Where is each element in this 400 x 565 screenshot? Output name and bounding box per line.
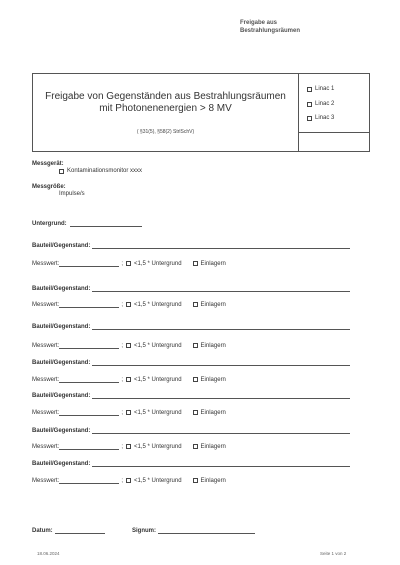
below-threshold-option[interactable] <box>126 410 182 416</box>
below-threshold-label: <1,5 * Untergrund <box>134 477 182 484</box>
below-threshold-checkbox[interactable] <box>126 302 131 307</box>
untergrund-field[interactable] <box>70 220 142 227</box>
separator: ; <box>121 376 124 383</box>
part-row <box>32 460 350 467</box>
untergrund-label: Untergrund: <box>32 221 67 227</box>
below-threshold-checkbox[interactable] <box>126 261 131 266</box>
separator: ; <box>121 260 124 267</box>
below-threshold-checkbox[interactable] <box>126 478 131 483</box>
store-checkbox[interactable] <box>193 261 198 266</box>
store-option[interactable] <box>193 261 226 267</box>
separator: ; <box>121 443 124 450</box>
measure-row <box>32 260 226 267</box>
part-field[interactable] <box>92 285 350 292</box>
linac-2-checkbox[interactable] <box>307 102 312 107</box>
measure-label: Messwert: <box>32 342 60 349</box>
datum-label: Datum: <box>32 528 53 534</box>
linac-3-option[interactable] <box>307 115 334 121</box>
below-threshold-label: <1,5 * Untergrund <box>134 376 182 383</box>
store-label: Einlagern <box>200 409 226 416</box>
linac-3-label: Linac 3 <box>315 115 335 121</box>
part-field[interactable] <box>92 359 350 366</box>
below-threshold-label: <1,5 * Untergrund <box>134 409 182 416</box>
datum-row <box>32 527 105 534</box>
store-checkbox[interactable] <box>193 302 198 307</box>
part-row <box>32 285 350 292</box>
footer-page-number: Seite 1 von 2 <box>320 551 347 556</box>
below-threshold-option[interactable] <box>126 444 182 450</box>
linac-2-option[interactable] <box>307 101 334 107</box>
below-threshold-checkbox[interactable] <box>126 444 131 449</box>
linac-3-checkbox[interactable] <box>307 116 312 121</box>
part-field[interactable] <box>92 242 350 249</box>
store-option[interactable] <box>193 302 226 308</box>
part-label: Bauteil/Gegenstand: <box>32 461 91 467</box>
below-threshold-label: <1,5 * Untergrund <box>134 260 182 267</box>
measure-field[interactable] <box>59 409 119 416</box>
below-threshold-label: <1,5 * Untergrund <box>134 301 182 308</box>
below-threshold-label: <1,5 * Untergrund <box>134 342 182 349</box>
signum-label: Signum: <box>132 528 156 534</box>
datum-field[interactable] <box>55 527 105 534</box>
separator: ; <box>121 301 124 308</box>
linac-2-label: Linac 2 <box>315 101 335 107</box>
measure-label: Messwert: <box>32 376 60 383</box>
separator: ; <box>121 477 124 484</box>
below-threshold-checkbox[interactable] <box>126 343 131 348</box>
measure-row <box>32 376 226 383</box>
store-checkbox[interactable] <box>193 343 198 348</box>
below-threshold-checkbox[interactable] <box>126 377 131 382</box>
below-threshold-option[interactable] <box>126 377 182 383</box>
below-threshold-option[interactable] <box>126 261 182 267</box>
document-header <box>240 19 300 35</box>
part-label: Bauteil/Gegenstand: <box>32 393 91 399</box>
measure-row <box>32 443 226 450</box>
measure-row <box>32 342 226 349</box>
box-divider-horizontal <box>299 132 369 133</box>
below-threshold-option[interactable] <box>126 302 182 308</box>
messgroesse-value: Impulse/s <box>59 191 85 197</box>
legal-reference: ( §31(5), §58(2) StrlSchV) <box>136 129 195 135</box>
measure-field[interactable] <box>59 260 119 267</box>
store-checkbox[interactable] <box>193 478 198 483</box>
store-checkbox[interactable] <box>193 377 198 382</box>
below-threshold-option[interactable] <box>126 343 182 349</box>
untergrund-row <box>32 220 142 227</box>
part-row <box>32 323 350 330</box>
store-option[interactable] <box>193 478 226 484</box>
below-threshold-checkbox[interactable] <box>126 410 131 415</box>
box-divider-vertical <box>298 74 299 151</box>
measure-field[interactable] <box>59 443 119 450</box>
part-row <box>32 427 350 434</box>
measure-label: Messwert: <box>32 477 60 484</box>
linac-1-checkbox[interactable] <box>307 87 312 92</box>
separator: ; <box>121 342 124 349</box>
measure-label: Messwert: <box>32 409 60 416</box>
linac-1-option[interactable] <box>307 86 334 92</box>
measure-field[interactable] <box>59 342 119 349</box>
part-field[interactable] <box>92 460 350 467</box>
part-label: Bauteil/Gegenstand: <box>32 324 91 330</box>
linac-1-label: Linac 1 <box>315 86 335 92</box>
below-threshold-label: <1,5 * Untergrund <box>134 443 182 450</box>
part-label: Bauteil/Gegenstand: <box>32 243 91 249</box>
signum-row <box>132 527 255 534</box>
measure-label: Messwert: <box>32 260 60 267</box>
part-row <box>32 242 350 249</box>
store-checkbox[interactable] <box>193 444 198 449</box>
store-option[interactable] <box>193 343 226 349</box>
form-title-line-1: Freigabe von Gegenständen aus Bestrahlungsräumen <box>45 91 286 102</box>
part-label: Bauteil/Gegenstand: <box>32 360 91 366</box>
store-label: Einlagern <box>200 443 226 450</box>
measure-row <box>32 409 226 416</box>
messgeraet-option[interactable] <box>59 168 142 174</box>
form-title-line-2: mit Photonenenergien > 8 MV <box>99 103 232 114</box>
part-field[interactable] <box>92 323 350 330</box>
footer-date: 18.06.2024 <box>37 551 60 556</box>
messgeraet-label: Messgerät: <box>32 161 64 167</box>
messgroesse-label: Messgröße: <box>32 184 66 190</box>
header-line-1: Freigabe aus <box>240 20 278 26</box>
part-label: Bauteil/Gegenstand: <box>32 286 91 292</box>
store-option[interactable] <box>193 410 226 416</box>
messgeraet-option-label: Kontaminationsmonitor xxxx <box>67 168 143 174</box>
form-title <box>33 91 298 115</box>
store-label: Einlagern <box>200 477 226 484</box>
store-label: Einlagern <box>200 342 226 349</box>
part-row <box>32 359 350 366</box>
measure-field[interactable] <box>59 376 119 383</box>
part-label: Bauteil/Gegenstand: <box>32 428 91 434</box>
measure-field[interactable] <box>59 477 119 484</box>
store-label: Einlagern <box>200 301 226 308</box>
messgeraet-checkbox[interactable] <box>59 169 64 174</box>
below-threshold-option[interactable] <box>126 478 182 484</box>
signum-field[interactable] <box>158 527 255 534</box>
store-label: Einlagern <box>200 376 226 383</box>
title-box <box>32 73 370 152</box>
store-option[interactable] <box>193 377 226 383</box>
measure-label: Messwert: <box>32 443 60 450</box>
measure-row <box>32 477 226 484</box>
store-option[interactable] <box>193 444 226 450</box>
measure-field[interactable] <box>59 301 119 308</box>
part-row <box>32 392 350 399</box>
store-label: Einlagern <box>200 260 226 267</box>
store-checkbox[interactable] <box>193 410 198 415</box>
part-field[interactable] <box>92 392 350 399</box>
separator: ; <box>121 409 124 416</box>
part-field[interactable] <box>92 427 350 434</box>
measure-label: Messwert: <box>32 301 60 308</box>
header-line-2: Bestrahlungsräumen <box>240 28 301 34</box>
measure-row <box>32 301 226 308</box>
